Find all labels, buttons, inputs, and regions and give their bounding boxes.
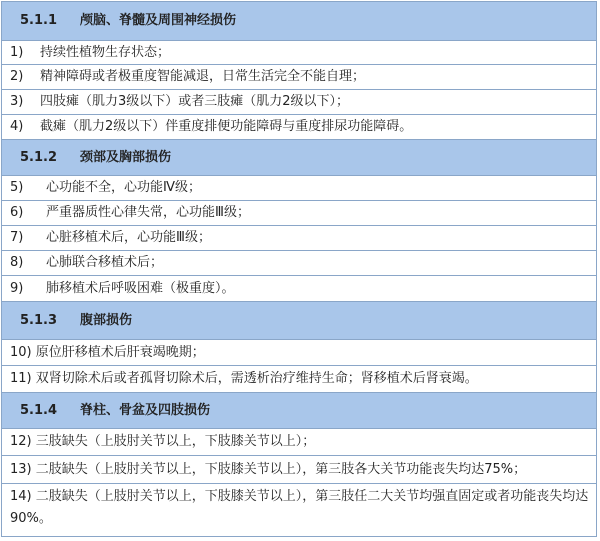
section-number: 5.1.3: [20, 312, 58, 328]
list-item: [2, 65, 596, 90]
item-text: 持续性植物生存状态；: [40, 44, 171, 60]
item-text: 严重器质性心律失常，心功能Ⅲ级；: [46, 205, 250, 220]
item-text: 12) 三肢缺失（上肢肘关节以上，下肢膝关节以上）；: [10, 434, 316, 449]
list-item: [2, 226, 596, 251]
section-number: 5.1.2: [20, 149, 58, 165]
item-text: 心肺联合移植术后；: [46, 255, 164, 270]
item-text: 心脏移植术后，心功能Ⅲ级；: [46, 230, 211, 245]
section-header: [2, 302, 596, 340]
item-text: 11) 双肾切除术后或者孤肾切除术后，需透析治疗维持生命；肾移植术后肾衰竭。: [10, 371, 478, 386]
list-item: [2, 366, 596, 393]
list-item: [2, 276, 596, 302]
list-item: [2, 176, 596, 201]
section-number: 5.1.4: [20, 402, 58, 418]
item-number: 5): [10, 180, 24, 195]
item-text: 截瘫（肌力2级以下）伴重度排便功能障碍与重度排尿功能障碍。: [40, 119, 413, 134]
list-item: [2, 90, 596, 115]
item-text: 10) 原位肝移植术后肝衰竭晚期；: [10, 344, 205, 360]
list-item: [2, 41, 596, 65]
list-item: [2, 429, 596, 456]
item-text: 心功能不全，心功能Ⅳ级；: [46, 180, 201, 195]
item-number: 1): [10, 44, 24, 60]
list-item: [2, 115, 596, 140]
item-number: 2): [10, 69, 24, 84]
list-item: [2, 340, 596, 366]
section-title: 腹部损伤: [80, 312, 133, 328]
section-header: [2, 2, 596, 41]
item-number: 4): [10, 119, 24, 134]
item-number: 6): [10, 205, 24, 220]
section-number: 5.1.1: [20, 13, 58, 28]
list-item: [2, 484, 596, 537]
section-title: 颈部及胸部损伤: [80, 149, 172, 165]
item-number: 9): [10, 280, 24, 296]
injury-classification-table: [1, 1, 597, 537]
section-title: 脊柱、骨盆及四肢损伤: [80, 402, 211, 418]
section-title: 颅脑、脊髓及周围神经损伤: [80, 13, 237, 28]
item-text: 13) 二肢缺失（上肢肘关节以上，下肢膝关节以上），第三肢各大关节功能丧失均达75%；: [10, 461, 527, 477]
item-number: 8): [10, 255, 24, 270]
list-item: [2, 456, 596, 484]
section-header: [2, 140, 596, 176]
item-number: 7): [10, 230, 24, 245]
item-text: 精神障碍或者极重度智能减退，日常生活完全不能自理；: [40, 69, 366, 84]
item-text: 肺移植术后呼吸困难（极重度）。: [46, 280, 235, 296]
list-item: [2, 201, 596, 226]
item-text: 四肢瘫（肌力3级以下）或者三肢瘫（肌力2级以下）；: [40, 94, 350, 109]
section-header: [2, 393, 596, 429]
item-text: 14) 二肢缺失（上肢肘关节以上，下肢膝关节以上），第三肢任二大关节均强直固定或者功能丧失均达90%。: [10, 489, 589, 526]
item-number: 3): [10, 94, 24, 109]
list-item: [2, 251, 596, 276]
